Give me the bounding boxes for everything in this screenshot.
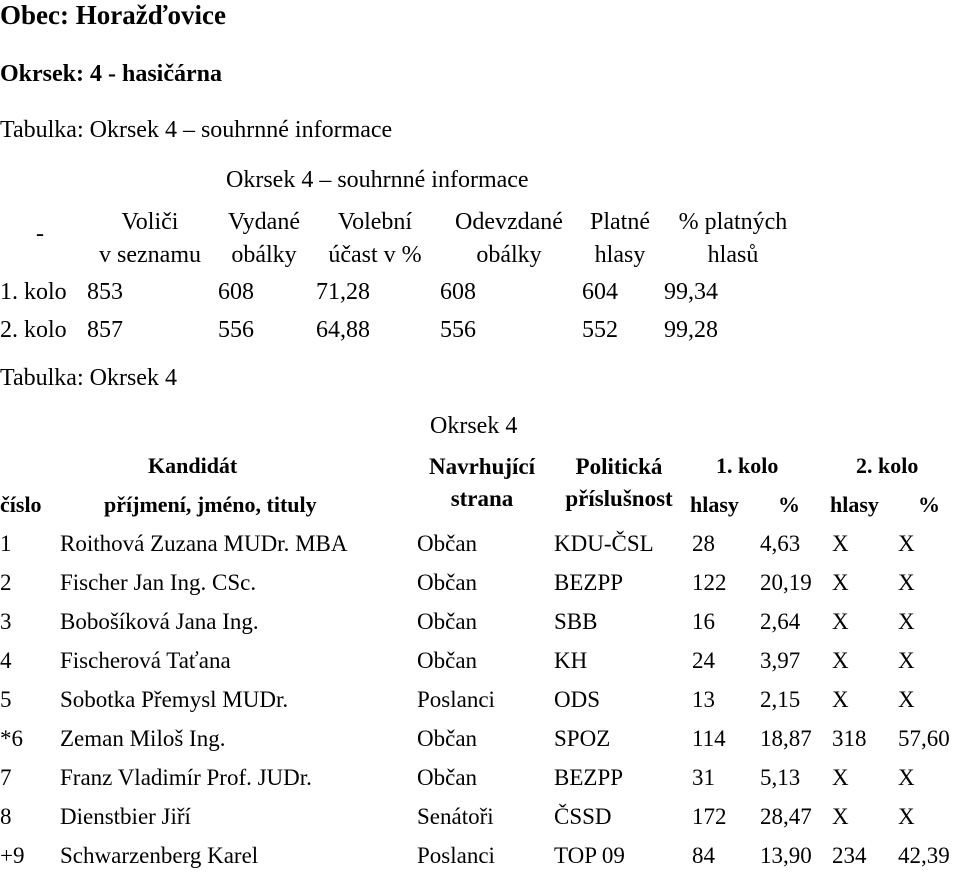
candidate-name: Fischer Jan Ing. CSc.	[60, 570, 257, 595]
candidate-number: 4	[0, 648, 12, 673]
summary-col-header-line1: % platných	[678, 209, 788, 235]
page-title-obec: Obec: Horažďovice	[0, 0, 226, 30]
candidate-number: 7	[0, 765, 12, 790]
summary-col-header-line2: obálky	[476, 242, 542, 268]
table1-label: Tabulka: Okrsek 4 – souhrnné informace	[0, 117, 393, 143]
round1-votes: 13	[692, 687, 715, 712]
round1-votes: 84	[692, 843, 715, 868]
round1-percent: 3,97	[760, 648, 801, 673]
round2-votes: X	[832, 570, 849, 595]
round1-percent: 2,15	[760, 687, 801, 712]
header-hlasy1: hlasy	[690, 492, 739, 517]
candidate-name: Roithová Zuzana MUDr. MBA	[60, 531, 348, 556]
round1-percent: 5,13	[760, 765, 801, 790]
round1-percent: 28,47	[760, 804, 812, 829]
candidate-number: 3	[0, 609, 12, 634]
political-affiliation: ČSSD	[554, 804, 612, 829]
summary-col-header	[214, 206, 314, 272]
summary-col-header-line1: Voliči	[121, 209, 179, 235]
summary-col-header-line2: účast v %	[328, 242, 422, 268]
round2-votes: X	[832, 609, 849, 634]
candidate-name: Fischerová Taťana	[60, 648, 231, 673]
summary-cell: 608	[440, 279, 476, 305]
summary-cell: 99,28	[664, 317, 718, 343]
round1-percent: 20,19	[760, 570, 812, 595]
political-affiliation: SBB	[554, 609, 598, 634]
header-pct2: %	[918, 492, 940, 517]
round2-votes: 234	[832, 843, 867, 868]
political-affiliation: BEZPP	[554, 765, 624, 790]
summary-cell: 853	[87, 279, 123, 305]
round2-percent: X	[898, 531, 915, 556]
political-affiliation: KH	[554, 648, 588, 673]
summary-cell: 604	[582, 279, 618, 305]
header-politicka-line2: příslušnost	[565, 486, 673, 511]
candidate-name: Zeman Miloš Ing.	[60, 726, 226, 751]
round2-votes: 318	[832, 726, 867, 751]
candidate-number: 8	[0, 804, 12, 829]
summary-col-header-line1: Volební	[337, 209, 413, 235]
round2-votes: X	[832, 687, 849, 712]
round1-votes: 24	[692, 648, 715, 673]
summary-cell: 99,34	[664, 279, 718, 305]
summary-row-label: 2. kolo	[0, 317, 67, 343]
political-affiliation: KDU-ČSL	[554, 531, 654, 556]
round1-percent: 13,90	[760, 843, 812, 868]
summary-cell: 608	[218, 279, 254, 305]
header-jmeno: příjmení, jméno, tituly	[104, 492, 317, 517]
page-subtitle-okrsek: Okrsek: 4 - hasičárna	[0, 61, 222, 87]
nominating-party: Občan	[417, 570, 478, 595]
header-politicka	[552, 451, 686, 515]
nominating-party: Senátoři	[417, 804, 494, 829]
summary-cell: 857	[87, 317, 123, 343]
round1-votes: 31	[692, 765, 715, 790]
candidate-name: Sobotka Přemysl MUDr.	[60, 687, 289, 712]
candidate-name: Bobošíková Jana Ing.	[60, 609, 259, 634]
header-kandidat: Kandidát	[148, 453, 238, 478]
nominating-party: Občan	[417, 648, 478, 673]
round1-votes: 122	[692, 570, 727, 595]
nominating-party: Občan	[417, 531, 478, 556]
round2-percent: X	[898, 609, 915, 634]
round1-percent: 2,64	[760, 609, 801, 634]
nominating-party: Občan	[417, 609, 478, 634]
summary-col-header	[312, 206, 438, 272]
round2-votes: X	[832, 648, 849, 673]
summary-cell: 64,88	[316, 317, 370, 343]
results-caption: Okrsek 4	[430, 413, 518, 439]
header-hlasy2: hlasy	[830, 492, 879, 517]
round1-votes: 28	[692, 531, 715, 556]
round2-votes: X	[832, 531, 849, 556]
summary-col-header-line1: Platné	[590, 209, 650, 235]
header-politicka-line1: Politická	[575, 454, 663, 479]
summary-cell: 556	[440, 317, 476, 343]
round2-percent: 57,60	[898, 726, 950, 751]
table2-label: Tabulka: Okrsek 4	[0, 365, 177, 391]
summary-col-header-line1: Odevzdané	[455, 209, 563, 235]
header-pct1: %	[778, 492, 800, 517]
summary-col-header	[660, 206, 806, 272]
round1-votes: 172	[692, 804, 727, 829]
summary-caption: Okrsek 4 – souhrnné informace	[226, 167, 529, 193]
summary-col-header-line2: hlasy	[594, 242, 646, 268]
summary-col-header-line2: obálky	[231, 242, 297, 268]
round2-votes: X	[832, 804, 849, 829]
header-kolo2: 2. kolo	[856, 453, 919, 478]
political-affiliation: ODS	[554, 687, 601, 712]
header-navrhujici-line2: strana	[450, 486, 514, 511]
header-navrhujici-line1: Navrhující	[428, 454, 536, 479]
summary-cell: 552	[582, 317, 618, 343]
summary-cell: 71,28	[316, 279, 370, 305]
nominating-party: Poslanci	[417, 843, 495, 868]
round2-percent: X	[898, 687, 915, 712]
political-affiliation: SPOZ	[554, 726, 611, 751]
political-affiliation: TOP 09	[554, 843, 625, 868]
candidate-number: +9	[0, 843, 25, 868]
round2-percent: X	[898, 804, 915, 829]
nominating-party: Občan	[417, 726, 478, 751]
summary-col-header-line2: v seznamu	[99, 242, 201, 268]
candidate-name: Franz Vladimír Prof. JUDr.	[60, 765, 312, 790]
political-affiliation: BEZPP	[554, 570, 624, 595]
round2-percent: X	[898, 765, 915, 790]
candidate-number: 1	[0, 531, 12, 556]
header-cislo: číslo	[0, 492, 42, 517]
round2-votes: X	[832, 765, 849, 790]
summary-cell: 556	[218, 317, 254, 343]
round1-votes: 16	[692, 609, 715, 634]
candidate-name: Schwarzenberg Karel	[60, 843, 259, 868]
summary-corner: -	[36, 221, 44, 247]
summary-col-header-line2: hlasů	[707, 242, 759, 268]
nominating-party: Občan	[417, 765, 478, 790]
round1-votes: 114	[692, 726, 726, 751]
candidate-name: Dienstbier Jiří	[60, 804, 191, 829]
round2-percent: 42,39	[898, 843, 950, 868]
round2-percent: X	[898, 648, 915, 673]
summary-col-header	[436, 206, 582, 272]
nominating-party: Poslanci	[417, 687, 495, 712]
candidate-number: 5	[0, 687, 12, 712]
round1-percent: 4,63	[760, 531, 801, 556]
round1-percent: 18,87	[760, 726, 812, 751]
candidate-number: 2	[0, 570, 12, 595]
round2-percent: X	[898, 570, 915, 595]
header-kolo1: 1. kolo	[716, 453, 779, 478]
summary-col-header	[82, 206, 218, 272]
summary-col-header-line1: Vydané	[228, 209, 300, 235]
candidate-number: *6	[0, 726, 23, 751]
summary-col-header	[578, 206, 662, 272]
summary-row-label: 1. kolo	[0, 279, 67, 305]
header-navrhujici	[412, 451, 552, 515]
